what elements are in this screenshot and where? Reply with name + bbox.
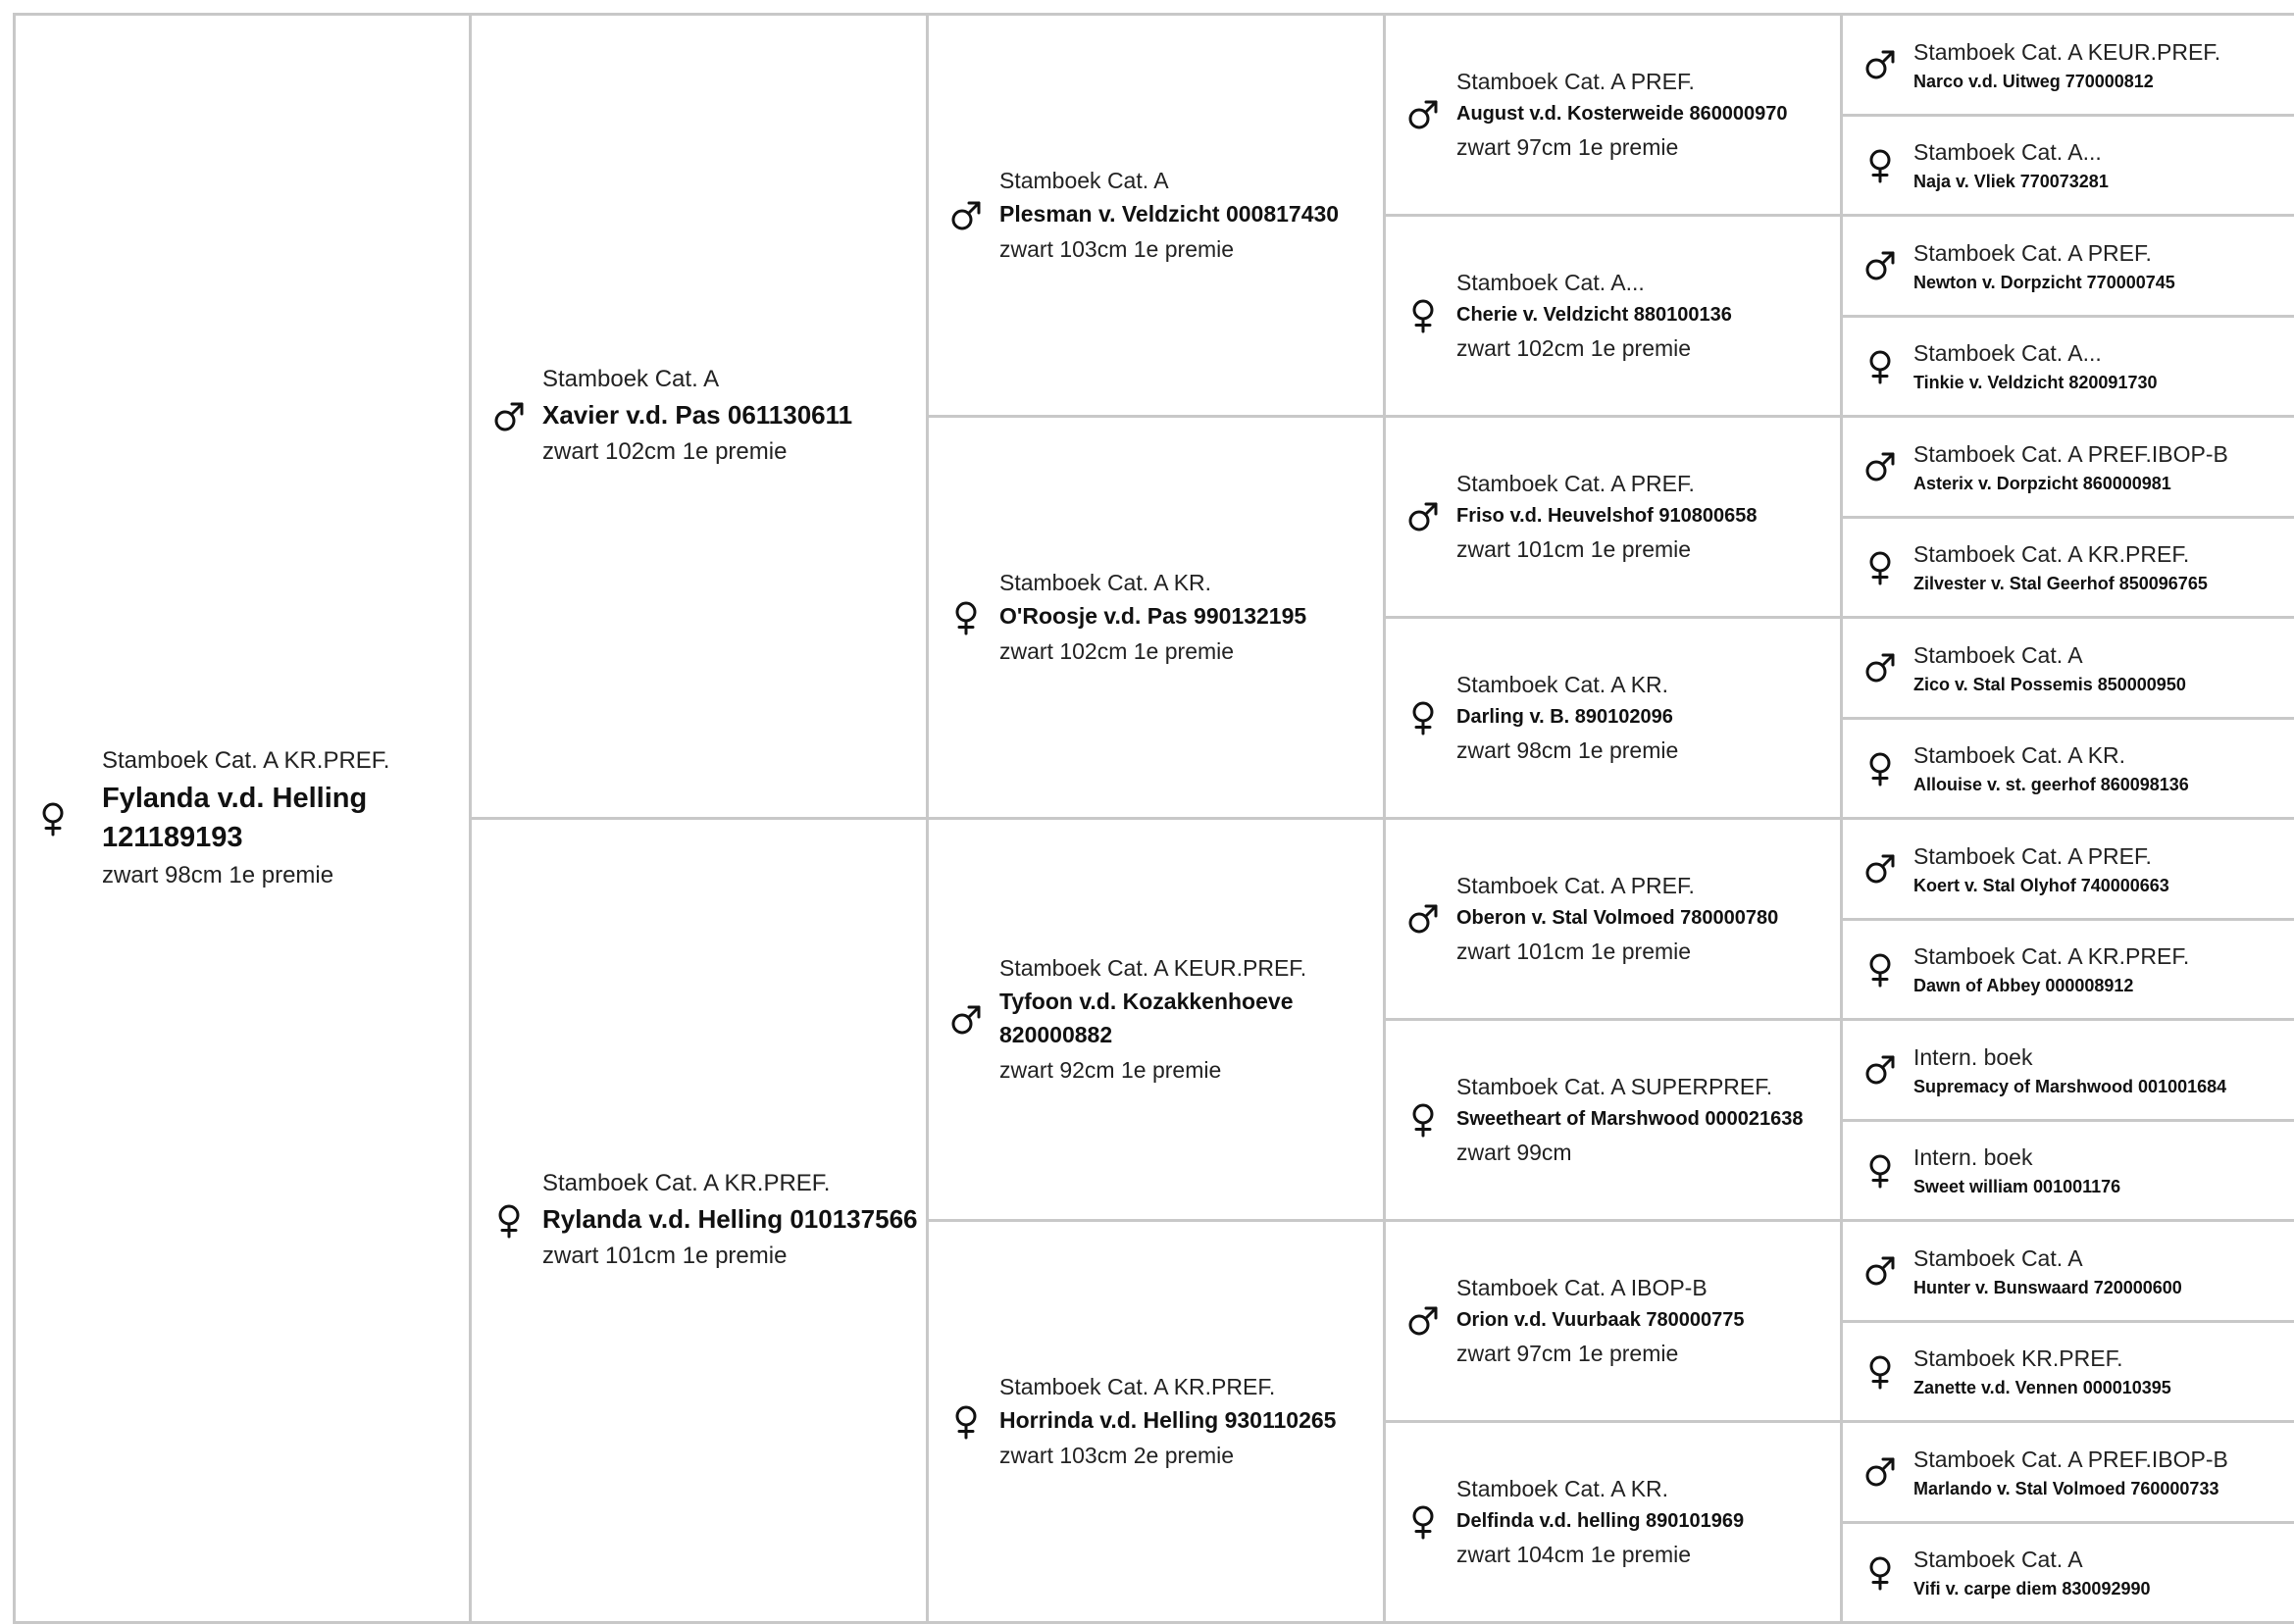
- pedigree-ancestor[interactable]: [1843, 1021, 2294, 1122]
- animal-name: Marlando v. Stal Volmoed 760000733: [1913, 1478, 2219, 1498]
- pedigree-ancestor[interactable]: [1843, 720, 2294, 820]
- animal-name: Narco v.d. Uitweg 770000812: [1913, 71, 2154, 91]
- animal-info: zwart 99cm: [1456, 1140, 1572, 1165]
- male-symbol-icon: [1861, 248, 1900, 283]
- animal-name: Sweet william 001001176: [1913, 1177, 2121, 1196]
- animal-name: Hunter v. Bunswaard 720000600: [1913, 1277, 2182, 1297]
- male-symbol-icon: [1861, 851, 1900, 887]
- pedigree-ancestor[interactable]: [1843, 418, 2294, 519]
- male-symbol-icon: [489, 399, 529, 434]
- animal-name: Tyfoon v.d. Kozakkenhoeve 820000882: [999, 988, 1294, 1047]
- category-label: Stamboek Cat. A KR.: [999, 569, 1212, 595]
- animal-info: zwart 98cm 1e premie: [1456, 737, 1679, 763]
- animal-info: zwart 102cm 1e premie: [1456, 335, 1692, 361]
- animal-name: Rylanda v.d. Helling 010137566: [542, 1204, 918, 1234]
- pedigree-grandparent[interactable]: [929, 820, 1386, 1222]
- male-symbol-icon: [1861, 1052, 1900, 1088]
- female-symbol-icon: [1861, 1153, 1900, 1189]
- pedigree-great-grandparent[interactable]: [1386, 1222, 1843, 1423]
- animal-name: O'Roosje v.d. Pas 990132195: [999, 602, 1307, 629]
- male-symbol-icon: [1861, 650, 1900, 685]
- female-symbol-icon: [946, 1404, 986, 1440]
- category-label: Stamboek Cat. A PREF.IBOP-B: [1913, 1446, 2228, 1472]
- pedigree-chart: [13, 13, 2294, 1624]
- category-label: Stamboek Cat. A PREF.: [1913, 842, 2152, 869]
- female-symbol-icon: [1861, 550, 1900, 585]
- pedigree-ancestor[interactable]: [1843, 16, 2294, 117]
- category-label: Stamboek Cat. A KEUR.PREF.: [1913, 38, 2221, 65]
- category-label: Stamboek Cat. A KR.PREF.: [542, 1170, 831, 1196]
- pedigree-great-grandparent[interactable]: [1386, 820, 1843, 1021]
- female-symbol-icon: [946, 600, 986, 635]
- animal-name: Orion v.d. Vuurbaak 780000775: [1456, 1309, 1745, 1331]
- pedigree-great-grandparent[interactable]: [1386, 619, 1843, 820]
- animal-info: zwart 92cm 1e premie: [999, 1056, 1222, 1083]
- category-label: Stamboek Cat. A PREF.: [1913, 239, 2152, 266]
- pedigree-dam[interactable]: [472, 820, 929, 1624]
- pedigree-ancestor[interactable]: [1843, 1323, 2294, 1423]
- animal-name: August v.d. Kosterweide 860000970: [1456, 103, 1788, 125]
- male-symbol-icon: [1861, 449, 1900, 484]
- category-label: Stamboek Cat. A KEUR.PREF.: [999, 954, 1307, 981]
- pedigree-grandparent[interactable]: [929, 16, 1386, 418]
- pedigree-great-grandparent[interactable]: [1386, 16, 1843, 217]
- female-symbol-icon: [1861, 952, 1900, 988]
- pedigree-sire[interactable]: [472, 16, 929, 820]
- male-symbol-icon: [1861, 1253, 1900, 1289]
- category-label: Stamboek Cat. A: [1913, 1547, 2083, 1572]
- male-symbol-icon: [1403, 97, 1443, 132]
- category-label: Stamboek Cat. A KR.PREF.: [102, 746, 390, 774]
- animal-name: Darling v. B. 890102096: [1456, 706, 1673, 728]
- pedigree-great-grandparent[interactable]: [1386, 1021, 1843, 1222]
- male-symbol-icon: [1403, 901, 1443, 937]
- animal-name: Zanette v.d. Vennen 000010395: [1913, 1378, 2171, 1397]
- animal-name: Koert v. Stal Olyhof 740000663: [1913, 875, 2169, 895]
- animal-name: Friso v.d. Heuvelshof 910800658: [1456, 505, 1758, 527]
- category-label: Stamboek Cat. A SUPERPREF.: [1456, 1074, 1773, 1099]
- category-label: Stamboek Cat. A KR.: [1913, 742, 2126, 768]
- male-symbol-icon: [1861, 1454, 1900, 1490]
- animal-name: Newton v. Dorpzicht 770000745: [1913, 272, 2175, 292]
- animal-name: Tinkie v. Veldzicht 820091730: [1913, 373, 2158, 392]
- animal-info: zwart 97cm 1e premie: [1456, 1341, 1679, 1366]
- animal-info: zwart 102cm 1e premie: [542, 438, 788, 465]
- animal-name: Naja v. Vliek 770073281: [1913, 172, 2109, 191]
- pedigree-ancestor[interactable]: [1843, 619, 2294, 720]
- pedigree-ancestor[interactable]: [1843, 117, 2294, 217]
- animal-info: zwart 104cm 1e premie: [1456, 1542, 1692, 1567]
- category-label: Stamboek Cat. A PREF.: [1456, 873, 1695, 898]
- category-label: Intern. boek: [1913, 1043, 2033, 1070]
- category-label: Stamboek Cat. A: [1913, 641, 2083, 668]
- pedigree-grandparent[interactable]: [929, 418, 1386, 820]
- category-label: Stamboek Cat. A PREF.IBOP-B: [1913, 440, 2228, 467]
- animal-name: Xavier v.d. Pas 061130611: [542, 400, 853, 430]
- female-symbol-icon: [1403, 1102, 1443, 1138]
- category-label: Stamboek Cat. A KR.PREF.: [1913, 943, 2190, 969]
- animal-name: Cherie v. Veldzicht 880100136: [1456, 304, 1732, 326]
- animal-name: Horrinda v.d. Helling 930110265: [999, 1406, 1337, 1433]
- category-label: Stamboek Cat. A PREF.: [1456, 471, 1695, 496]
- animal-info: zwart 101cm 1e premie: [542, 1243, 788, 1269]
- female-symbol-icon: [489, 1203, 529, 1239]
- animal-info: zwart 98cm 1e premie: [102, 861, 334, 888]
- male-symbol-icon: [946, 198, 986, 233]
- category-label: Stamboek KR.PREF.: [1913, 1345, 2123, 1371]
- female-symbol-icon: [33, 801, 73, 837]
- pedigree-ancestor[interactable]: [1843, 1222, 2294, 1323]
- animal-name: Zilvester v. Stal Geerhof 850096765: [1913, 574, 2208, 593]
- male-symbol-icon: [1403, 1303, 1443, 1339]
- female-symbol-icon: [1861, 751, 1900, 787]
- animal-info: zwart 103cm 2e premie: [999, 1442, 1235, 1468]
- animal-name: Supremacy of Marshwood 001001684: [1913, 1076, 2227, 1096]
- pedigree-ancestor[interactable]: [1843, 318, 2294, 418]
- category-label: Stamboek Cat. A...: [1913, 139, 2102, 165]
- female-symbol-icon: [1403, 298, 1443, 333]
- female-symbol-icon: [1403, 1504, 1443, 1540]
- animal-info: zwart 102cm 1e premie: [999, 637, 1235, 664]
- animal-name: Dawn of Abbey 000008912: [1913, 976, 2134, 995]
- pedigree-great-grandparent[interactable]: [1386, 418, 1843, 619]
- animal-name: Plesman v. Veldzicht 000817430: [999, 200, 1340, 227]
- animal-info: zwart 101cm 1e premie: [1456, 536, 1692, 562]
- animal-name: Asterix v. Dorpzicht 860000981: [1913, 473, 2171, 493]
- male-symbol-icon: [1861, 47, 1900, 82]
- category-label: Stamboek Cat. A IBOP-B: [1456, 1275, 1708, 1300]
- female-symbol-icon: [1861, 148, 1900, 183]
- pedigree-great-grandparent[interactable]: [1386, 217, 1843, 418]
- category-label: Stamboek Cat. A: [1913, 1244, 2083, 1271]
- category-label: Stamboek Cat. A KR.: [1456, 672, 1669, 697]
- female-symbol-icon: [1861, 1555, 1900, 1591]
- category-label: Stamboek Cat. A PREF.: [1456, 69, 1695, 94]
- category-label: Stamboek Cat. A KR.: [1456, 1476, 1669, 1501]
- category-label: Stamboek Cat. A: [999, 167, 1169, 193]
- pedigree-ancestor[interactable]: [1843, 820, 2294, 921]
- category-label: Intern. boek: [1913, 1144, 2033, 1170]
- female-symbol-icon: [1861, 349, 1900, 384]
- female-symbol-icon: [1861, 1354, 1900, 1390]
- animal-name: Vifi v. carpe diem 830092990: [1913, 1579, 2151, 1599]
- female-symbol-icon: [1403, 700, 1443, 736]
- pedigree-ancestor[interactable]: [1843, 1423, 2294, 1524]
- pedigree-great-grandparent[interactable]: [1386, 1423, 1843, 1624]
- category-label: Stamboek Cat. A: [542, 366, 720, 392]
- animal-info: zwart 101cm 1e premie: [1456, 939, 1692, 964]
- pedigree-grandparent[interactable]: [929, 1222, 1386, 1624]
- animal-name: Allouise v. st. geerhof 860098136: [1913, 775, 2189, 794]
- animal-info: zwart 97cm 1e premie: [1456, 134, 1679, 160]
- animal-name: Zico v. Stal Possemis 850000950: [1913, 674, 2186, 694]
- category-label: Stamboek Cat. A...: [1456, 270, 1645, 295]
- animal-info: zwart 103cm 1e premie: [999, 235, 1235, 262]
- animal-name: Delfinda v.d. helling 890101969: [1456, 1510, 1745, 1532]
- category-label: Stamboek Cat. A...: [1913, 340, 2102, 366]
- animal-name: Oberon v. Stal Volmoed 780000780: [1456, 907, 1779, 929]
- pedigree-subject[interactable]: [16, 16, 472, 1624]
- animal-name: Fylanda v.d. Helling 121189193: [102, 782, 368, 853]
- animal-name: Sweetheart of Marshwood 000021638: [1456, 1108, 1804, 1130]
- category-label: Stamboek Cat. A KR.PREF.: [999, 1373, 1276, 1399]
- male-symbol-icon: [946, 1002, 986, 1038]
- pedigree-ancestor[interactable]: [1843, 519, 2294, 619]
- pedigree-ancestor[interactable]: [1843, 921, 2294, 1021]
- pedigree-ancestor[interactable]: [1843, 1122, 2294, 1222]
- pedigree-ancestor[interactable]: [1843, 1524, 2294, 1624]
- pedigree-ancestor[interactable]: [1843, 217, 2294, 318]
- male-symbol-icon: [1403, 499, 1443, 534]
- category-label: Stamboek Cat. A KR.PREF.: [1913, 541, 2190, 567]
